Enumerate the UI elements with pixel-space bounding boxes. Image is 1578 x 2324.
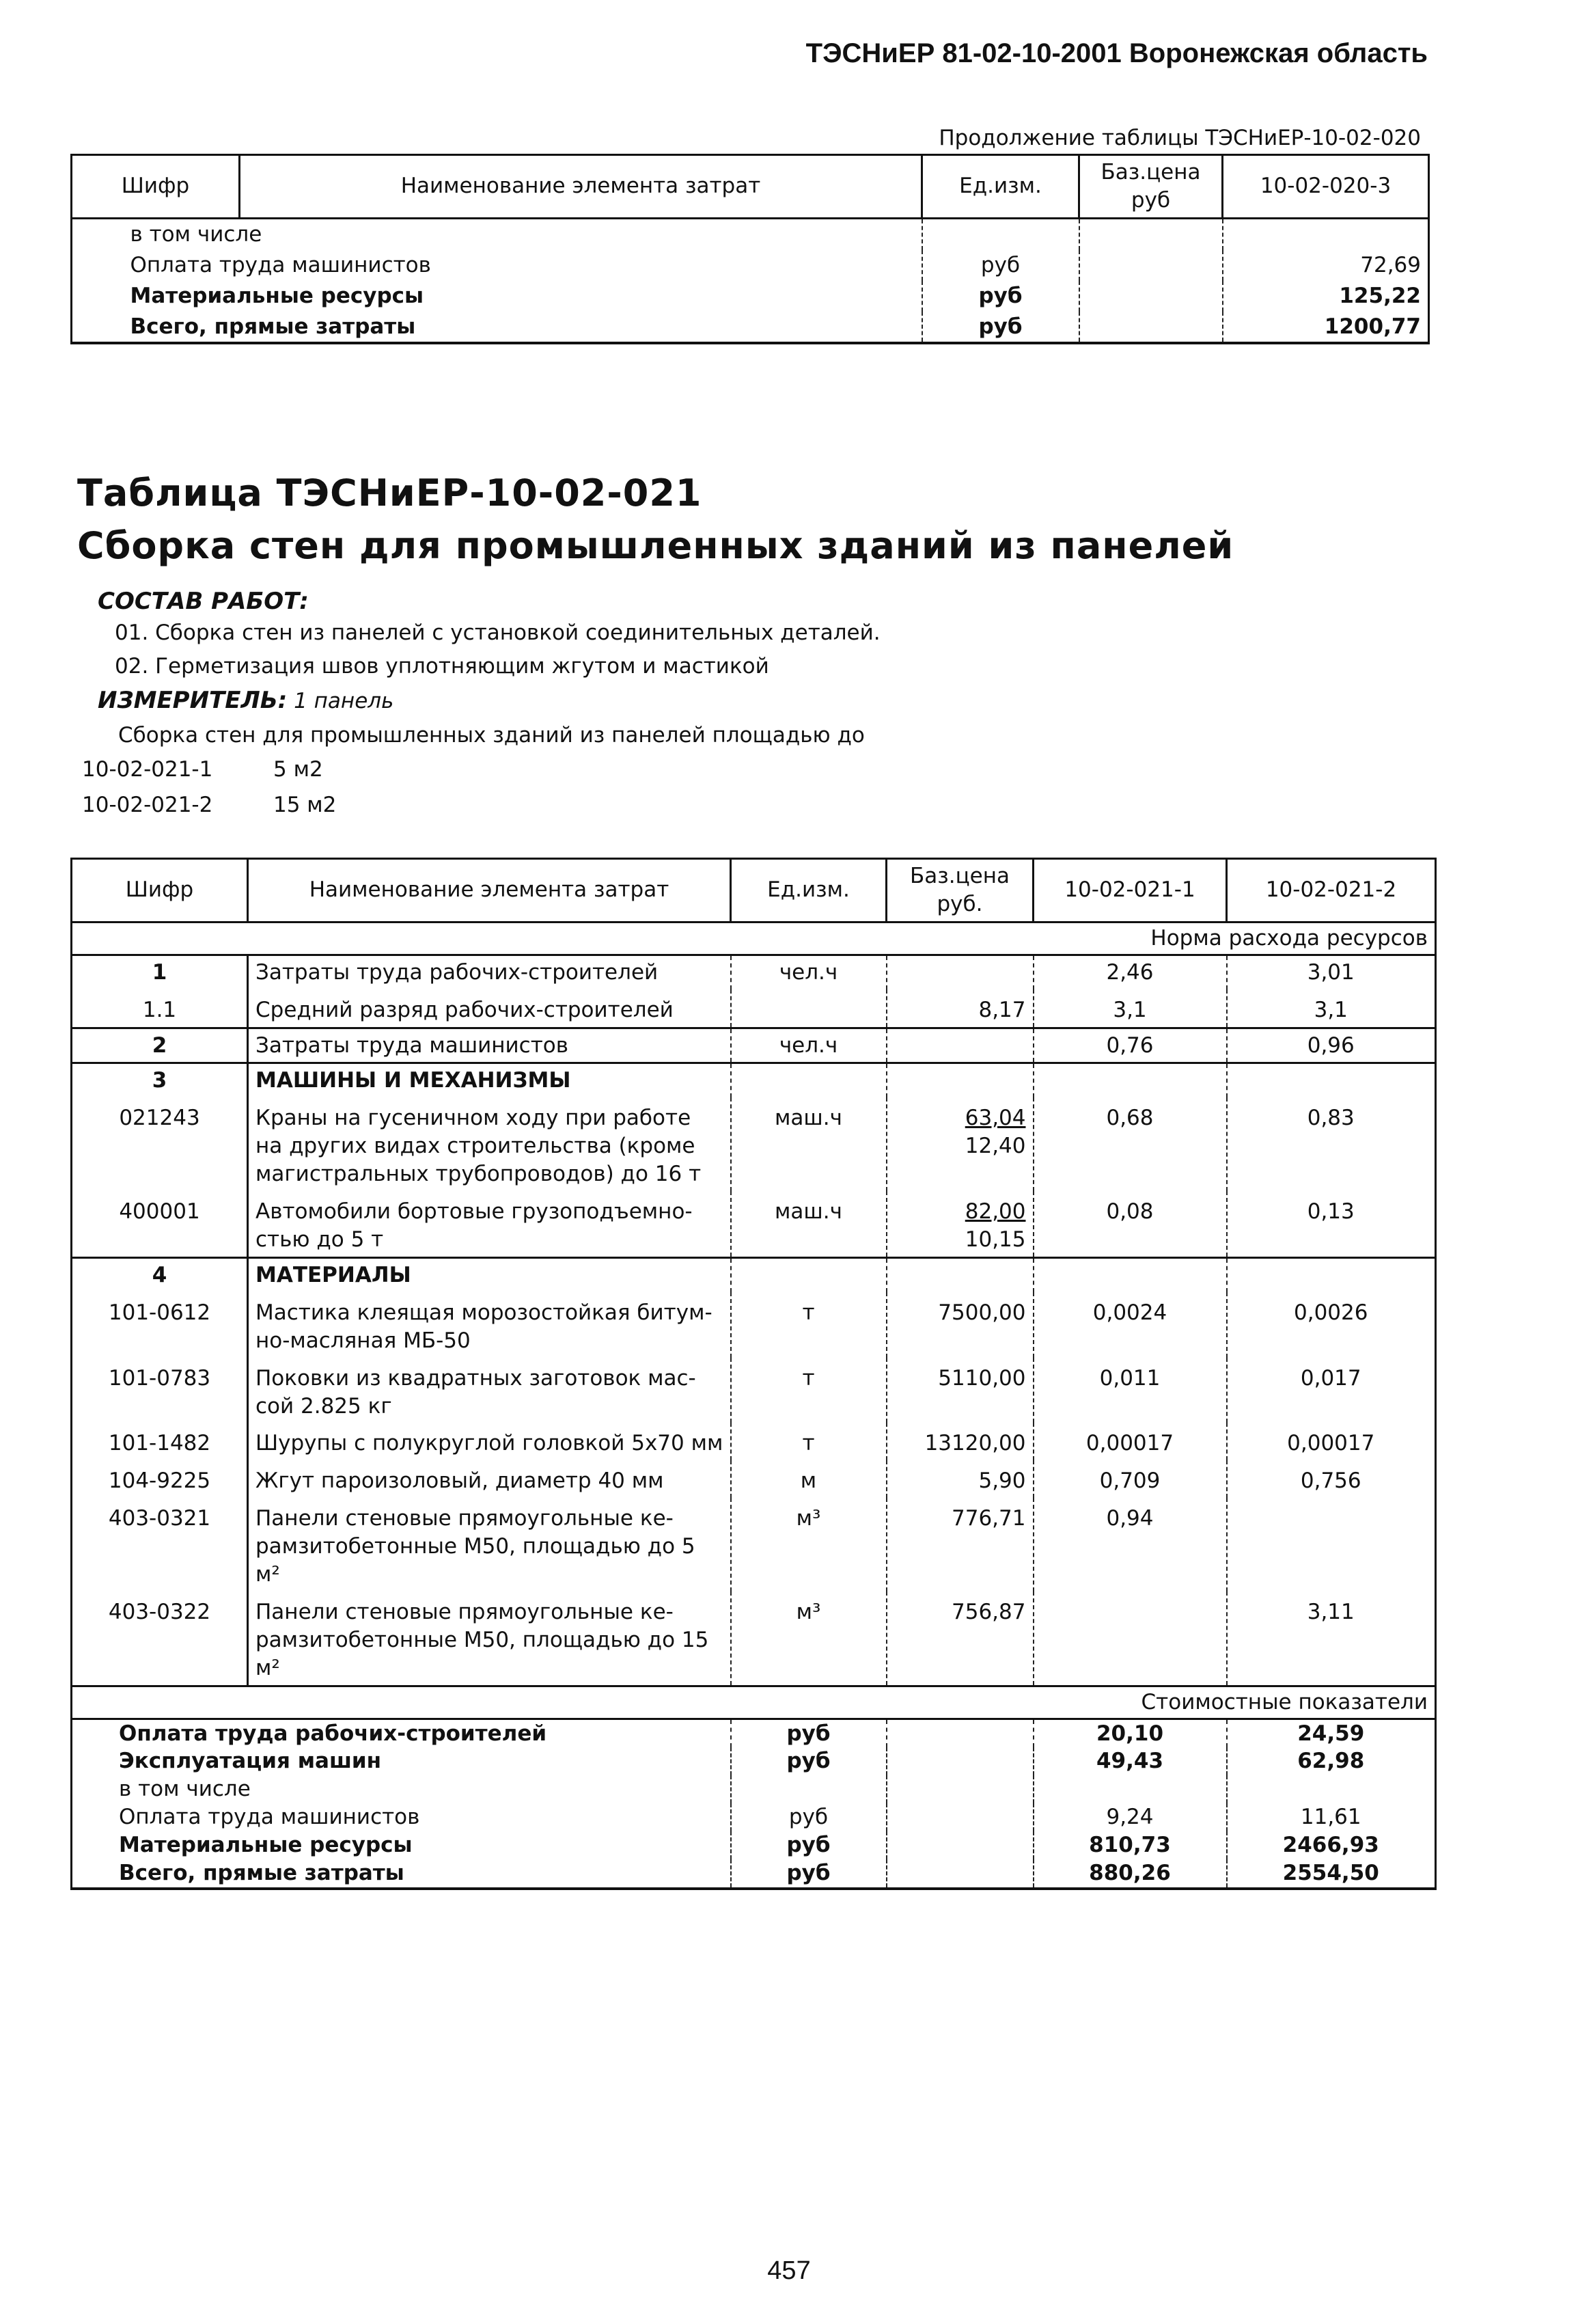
row-variant-1: 2,46 — [1034, 955, 1227, 989]
row-name: Всего, прямые затраты — [130, 312, 813, 344]
variant-code: 10-02-021-2 — [82, 793, 213, 817]
row-variant-1: 0,011 — [1034, 1358, 1227, 1423]
row-variant-1: 3,1 — [1034, 989, 1227, 1028]
cost-variant-2: 2466,93 — [1227, 1831, 1436, 1859]
row-price — [887, 1460, 1034, 1498]
cost-unit: руб — [731, 1831, 887, 1859]
composition-label: СОСТАВ РАБОТ: — [98, 588, 309, 615]
row-unit: маш.ч — [731, 1097, 887, 1191]
row-value: 72,69 — [1223, 250, 1429, 281]
price-machinist-value: 10,15 — [965, 1227, 1026, 1252]
row-price — [887, 1191, 1034, 1257]
variant-code: 10-02-021-1 — [82, 757, 213, 782]
row-name: Панели стеновые прямоугольные ке-рамзитобетонные М50, площадью до 5 м² — [248, 1498, 731, 1591]
row-code: 2 — [72, 1028, 248, 1063]
cost-name: Оплата труда рабочих-строителей — [72, 1719, 731, 1747]
table-row — [72, 955, 1436, 989]
row-variant-2: 0,0026 — [1227, 1292, 1436, 1358]
table-row — [72, 250, 1429, 281]
price-value: 7500,00 — [938, 1300, 1026, 1325]
col-header-price: Баз.цена руб. — [887, 859, 1034, 922]
row-price — [887, 1423, 1034, 1460]
row-variant-2: 0,13 — [1227, 1191, 1436, 1257]
row-code: 101-0612 — [72, 1292, 248, 1358]
row-price — [1079, 250, 1223, 281]
row-code: 400001 — [72, 1191, 248, 1257]
row-name: Автомобили бортовые грузоподъемно-стью до 5 т — [248, 1191, 731, 1257]
norm-label-text: Норма расхода ресурсов — [1150, 925, 1428, 951]
row-code: 021243 — [72, 1097, 248, 1191]
cost-variant-1: 880,26 — [1034, 1859, 1227, 1889]
row-price — [1079, 312, 1223, 344]
row-unit: м³ — [731, 1591, 887, 1686]
row-variant-1 — [1034, 1591, 1227, 1686]
cost-row — [72, 1719, 1436, 1747]
row-code: 101-1482 — [72, 1423, 248, 1460]
cost-name: Материальные ресурсы — [72, 1831, 731, 1859]
cost-name: Оплата труда машинистов — [72, 1803, 731, 1831]
row-price — [1079, 281, 1223, 312]
row-code: 101-0783 — [72, 1358, 248, 1423]
col-header-name: Наименование элемента затрат — [248, 859, 731, 922]
row-price — [887, 989, 1034, 1028]
meter-line — [98, 687, 393, 714]
variant-value: 5 м2 — [273, 757, 323, 782]
table-row — [72, 1257, 1436, 1291]
norm-label — [72, 922, 1436, 955]
row-unit: чел.ч — [731, 1028, 887, 1063]
row-unit — [731, 1063, 887, 1097]
row-variant-2 — [1227, 1257, 1436, 1291]
row-price — [887, 1358, 1034, 1423]
row-unit — [922, 218, 1079, 249]
composition-item: 01. Сборка стен из панелей с установкой соединительных деталей. — [115, 620, 881, 645]
row-name: Краны на гусеничном ходу при работе на других видах строительства (кроме магистральных трубопроводов) до 16 т — [248, 1097, 731, 1191]
price-value: 82,00 — [965, 1199, 1026, 1225]
row-variant-2: 3,1 — [1227, 989, 1436, 1028]
table-row — [72, 1028, 1436, 1063]
table-row — [72, 312, 1429, 344]
price-value: 8,17 — [978, 997, 1026, 1022]
cost-variant-2: 11,61 — [1227, 1803, 1436, 1831]
resource-norms-table — [70, 858, 1437, 1890]
row-unit: руб — [922, 312, 1079, 344]
row-code: 403-0321 — [72, 1498, 248, 1591]
row-unit: м — [731, 1460, 887, 1498]
cost-name: Эксплуатация машин — [72, 1747, 731, 1775]
price-value: 776,71 — [952, 1506, 1026, 1531]
price-value: 13120,00 — [924, 1431, 1026, 1456]
row-name: Поковки из квадратных заготовок мас-сой 2.825 кг — [248, 1358, 731, 1423]
cost-name: в том числе — [72, 1775, 731, 1803]
row-unit: м³ — [731, 1498, 887, 1591]
row-value: 1200,77 — [1223, 312, 1429, 344]
row-variant-2 — [1227, 1498, 1436, 1591]
table-row — [72, 1498, 1436, 1591]
row-price — [887, 1257, 1034, 1291]
cost-unit — [731, 1775, 887, 1803]
row-variant-1: 0,68 — [1034, 1097, 1227, 1191]
row-variant-2: 3,01 — [1227, 955, 1436, 989]
row-name: Жгут пароизоловый, диаметр 40 мм — [248, 1460, 731, 1498]
col-header-unit: Ед.изм. — [731, 859, 887, 922]
row-name: в том числе — [130, 218, 813, 249]
row-code: 403-0322 — [72, 1591, 248, 1686]
row-variant-1: 0,709 — [1034, 1460, 1227, 1498]
cost-variant-1: 20,10 — [1034, 1719, 1227, 1747]
row-variant-2: 0,96 — [1227, 1028, 1436, 1063]
row-variant-2: 3,11 — [1227, 1591, 1436, 1686]
row-variant-2: 0,83 — [1227, 1097, 1436, 1191]
row-price — [1079, 218, 1223, 249]
col-header-variant-1: 10-02-021-1 — [1034, 859, 1227, 922]
row-unit: т — [731, 1358, 887, 1423]
row-unit: т — [731, 1423, 887, 1460]
main-table-body — [72, 922, 1436, 1889]
cost-row — [72, 1747, 1436, 1775]
table-row — [72, 1591, 1436, 1686]
table-row — [72, 281, 1429, 312]
row-variant-2: 0,756 — [1227, 1460, 1436, 1498]
document-header: ТЭСНиЕР 81-02-10-2001 Воронежская область — [805, 38, 1428, 68]
table-title: Таблица ТЭСНиЕР-10-02-021 — [77, 471, 702, 515]
row-code: 104-9225 — [72, 1460, 248, 1498]
top-table-body — [72, 218, 1429, 343]
price-value: 756,87 — [952, 1599, 1026, 1624]
cost-unit: руб — [731, 1803, 887, 1831]
table-row — [72, 218, 1429, 249]
col-header-code: Шифр — [72, 859, 248, 922]
table-row — [72, 1097, 1436, 1191]
cost-variant-2: 62,98 — [1227, 1747, 1436, 1775]
row-code: 4 — [72, 1257, 248, 1291]
cost-price — [887, 1859, 1034, 1889]
row-name: МАТЕРИАЛЫ — [248, 1257, 731, 1291]
cost-price — [887, 1803, 1034, 1831]
row-variant-1 — [1034, 1257, 1227, 1291]
row-name: Мастика клеящая морозостойкая битум-но-масляная МБ-50 — [248, 1292, 731, 1358]
norm-label — [72, 1686, 1436, 1719]
table-row — [72, 1292, 1436, 1358]
row-price — [887, 1028, 1034, 1063]
col-header-variant: 10-02-020-3 — [1223, 155, 1429, 219]
table-row — [72, 1063, 1436, 1097]
row-variant-1: 0,94 — [1034, 1498, 1227, 1591]
row-price — [887, 1292, 1034, 1358]
row-name: Затраты труда машинистов — [248, 1028, 731, 1063]
row-price — [887, 1591, 1034, 1686]
composition-item: 02. Герметизация швов уплотняющим жгутом и мастикой — [115, 654, 769, 679]
row-code: 3 — [72, 1063, 248, 1097]
row-unit: чел.ч — [731, 955, 887, 989]
meter-label: ИЗМЕРИТЕЛЬ: — [98, 687, 288, 714]
col-header-variant-2: 10-02-021-2 — [1227, 859, 1436, 922]
row-variant-2: 0,00017 — [1227, 1423, 1436, 1460]
row-unit: т — [731, 1292, 887, 1358]
cost-row — [72, 1831, 1436, 1859]
top-table-header — [72, 155, 1429, 219]
row-price — [887, 1063, 1034, 1097]
cost-name: Всего, прямые затраты — [72, 1859, 731, 1889]
row-name: Средний разряд рабочих-строителей — [248, 989, 731, 1028]
row-variant-1: 0,0024 — [1034, 1292, 1227, 1358]
row-name: Панели стеновые прямоугольные ке-рамзитобетонные М50, площадью до 15 м² — [248, 1591, 731, 1686]
cost-variant-2: 2554,50 — [1227, 1859, 1436, 1889]
variant-value: 15 м2 — [273, 793, 337, 817]
cost-variant-2: 24,59 — [1227, 1719, 1436, 1747]
row-price — [887, 1097, 1034, 1191]
cost-row — [72, 1859, 1436, 1889]
row-code: 1 — [72, 955, 248, 989]
main-table-header — [72, 859, 1436, 922]
row-unit — [731, 989, 887, 1028]
table-row — [72, 1460, 1436, 1498]
cost-price — [887, 1775, 1034, 1803]
cost-variant-2 — [1227, 1775, 1436, 1803]
row-variant-1: 0,00017 — [1034, 1423, 1227, 1460]
price-value: 5,90 — [978, 1468, 1026, 1494]
cost-variant-1: 9,24 — [1034, 1803, 1227, 1831]
table-row — [72, 1423, 1436, 1460]
row-variant-2: 0,017 — [1227, 1358, 1436, 1423]
cost-variant-1: 49,43 — [1034, 1747, 1227, 1775]
row-name: Материальные ресурсы — [130, 281, 813, 312]
cost-price — [887, 1831, 1034, 1859]
cost-unit: руб — [731, 1719, 887, 1747]
price-value: 63,04 — [965, 1106, 1026, 1131]
norm-label-row — [72, 922, 1436, 955]
variants-description: Сборка стен для промышленных зданий из панелей площадью до — [118, 723, 865, 748]
row-code: 1.1 — [72, 989, 248, 1028]
cost-price — [887, 1747, 1034, 1775]
row-name: Затраты труда рабочих-строителей — [248, 955, 731, 989]
price-value: 5110,00 — [938, 1365, 1026, 1391]
row-unit — [731, 1257, 887, 1291]
col-header-name: Наименование элемента затрат — [240, 155, 922, 219]
table-row — [72, 1191, 1436, 1257]
cost-unit: руб — [731, 1859, 887, 1889]
col-header-price: Баз.цена руб — [1079, 155, 1223, 219]
row-unit: руб — [922, 281, 1079, 312]
row-value: 125,22 — [1223, 281, 1429, 312]
row-price — [887, 955, 1034, 989]
cost-row — [72, 1803, 1436, 1831]
norm-label-row — [72, 1686, 1436, 1719]
row-price — [887, 1498, 1034, 1591]
price-machinist-value: 12,40 — [965, 1134, 1026, 1159]
row-name: Оплата труда машинистов — [130, 250, 813, 281]
col-header-unit: Ед.изм. — [922, 155, 1079, 219]
row-unit: руб — [922, 250, 1079, 281]
cost-variant-1: 810,73 — [1034, 1831, 1227, 1859]
row-value — [1223, 218, 1429, 249]
norm-label-text: Стоимостные показатели — [1141, 1689, 1428, 1714]
table-row — [72, 1358, 1436, 1423]
page-number: 457 — [767, 2256, 811, 2285]
top-cost-table — [70, 154, 1430, 344]
row-variant-1: 0,76 — [1034, 1028, 1227, 1063]
table-row — [72, 989, 1436, 1028]
row-name: МАШИНЫ И МЕХАНИЗМЫ — [248, 1063, 731, 1097]
cost-variant-1 — [1034, 1775, 1227, 1803]
row-variant-1: 0,08 — [1034, 1191, 1227, 1257]
cost-price — [887, 1719, 1034, 1747]
table-subtitle: Сборка стен для промышленных зданий из панелей — [77, 524, 1234, 567]
row-unit: маш.ч — [731, 1191, 887, 1257]
col-header-code: Шифр — [72, 155, 240, 219]
row-name: Шурупы с полукруглой головкой 5х70 мм — [248, 1423, 731, 1460]
continuation-caption: Продолжение таблицы ТЭСНиЕР-10-02-020 — [939, 126, 1421, 150]
cost-unit: руб — [731, 1747, 887, 1775]
row-variant-1 — [1034, 1063, 1227, 1097]
cost-row — [72, 1775, 1436, 1803]
row-variant-2 — [1227, 1063, 1436, 1097]
meter-value: 1 панель — [294, 689, 394, 713]
